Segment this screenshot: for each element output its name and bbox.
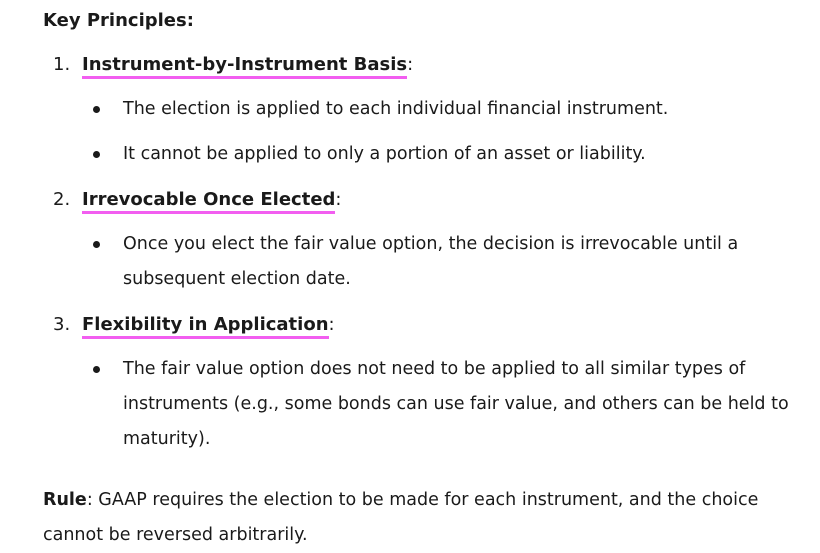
list-number: 2.: [53, 189, 71, 210]
principle-title: Irrevocable Once Elected: [82, 189, 335, 214]
principle-title: Instrument-by-Instrument Basis: [82, 54, 407, 79]
bullet-icon: [93, 151, 100, 158]
bullet-text: It cannot be applied to only a portion of an asset or liability.: [123, 144, 646, 164]
list-item: [93, 227, 793, 297]
list-item: [93, 92, 793, 127]
principle-1: [53, 51, 413, 79]
bullet-icon: [93, 106, 100, 113]
bullet-icon: [93, 241, 100, 248]
bullet-text: The election is applied to each individual financial instrument.: [123, 99, 669, 119]
principle-suffix: :: [335, 189, 342, 210]
section-heading: Key Principles:: [43, 10, 194, 31]
bullet-text: The fair value option does not need to be applied to all similar types of instruments (e.g., some bonds can use fair value, and others can be held to maturity).: [123, 359, 789, 449]
principle-3: [53, 311, 335, 339]
list-number: 3.: [53, 314, 71, 335]
rule-text: : GAAP requires the election to be made for each instrument, and the choice cannot be reversed arbitrarily.: [43, 490, 759, 545]
principle-2: [53, 186, 341, 214]
list-number: 1.: [53, 54, 71, 75]
list-item: [93, 352, 793, 457]
rule-paragraph: [43, 483, 783, 553]
rule-label: Rule: [43, 490, 87, 510]
list-item: [93, 137, 793, 172]
principle-title: Flexibility in Application: [82, 314, 329, 339]
bullet-text: Once you elect the fair value option, the decision is irrevocable until a subsequent election date.: [123, 234, 739, 289]
principle-suffix: :: [328, 314, 335, 335]
principle-suffix: :: [407, 54, 414, 75]
bullet-icon: [93, 366, 100, 373]
